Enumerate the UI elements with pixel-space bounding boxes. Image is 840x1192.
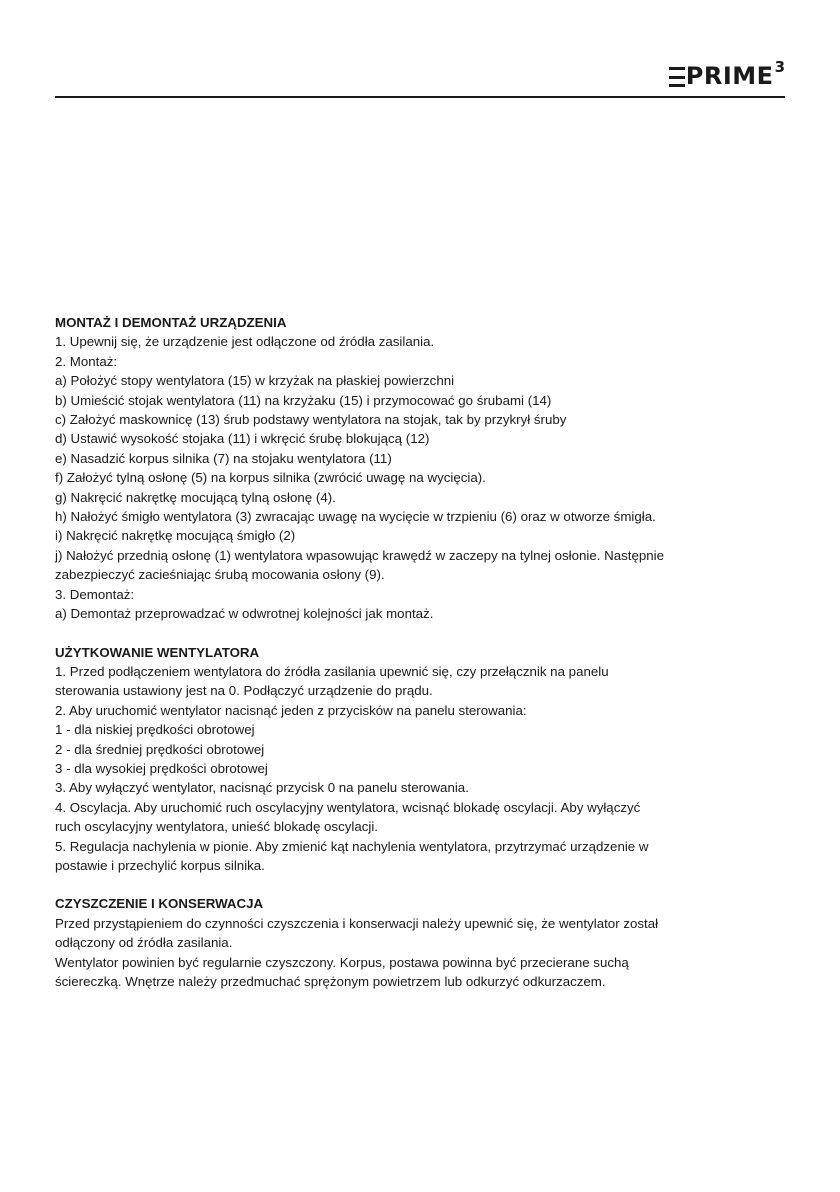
text-line: h) Nałożyć śmigło wentylatora (3) zwracając uwagę na wycięcie w trzpieniu (6) oraz w otworze śmigła. (55, 509, 656, 525)
section-title: MONTAŻ I DEMONTAŻ URZĄDZENIA (55, 315, 287, 330)
logo-bars-icon (669, 67, 685, 87)
section-usage (55, 643, 790, 876)
section-title: CZYSZCZENIE I KONSERWACJA (55, 896, 264, 912)
section-spacer (55, 875, 790, 894)
text-line: a) Demontaż przeprowadzać w odwrotnej kolejności jak montaż. (55, 606, 434, 622)
text-line: a) Położyć stopy wentylatora (15) w krzyżak na płaskiej powierzchni (55, 373, 455, 389)
text-line: 4. Oscylacja. Aby uruchomić ruch oscylacyjny wentylatora, wcisnąć blokadę oscylacji. Aby wyłączyć (55, 799, 641, 815)
text-line: sterowania ustawiony jest na 0. Podłączyć urządzenie do prądu. (55, 683, 433, 699)
document-body (55, 313, 790, 991)
text-line: 3. Demontaż: (55, 586, 135, 602)
section-title: UŻYTKOWANIE WENTYLATORA (55, 644, 260, 660)
text-line: postawie i przechylić korpus silnika. (55, 857, 265, 873)
text-line: f) Założyć tylną osłonę (5) na korpus silnika (zwrócić uwagę na wycięcia). (55, 470, 486, 486)
text-line: 2. Montaż: (55, 353, 118, 369)
logo-text: PRIME (685, 62, 774, 90)
text-line: 3. Aby wyłączyć wentylator, nacisnąć przycisk 0 na panelu sterowania. (55, 780, 469, 796)
text-line: zabezpieczyć zacieśniając śrubą mocowania osłony (9). (55, 567, 385, 583)
text-line: i) Nakręcić nakrętkę mocującą śmigło (2) (55, 528, 296, 544)
text-line: e) Nasadzić korpus silnika (7) na stojaku wentylatora (11) (55, 450, 392, 466)
text-line: ściereczką. Wnętrze należy przedmuchać sprężonym powietrzem lub odkurzyć odkurzaczem. (55, 974, 606, 989)
text-line: 1 - dla niskiej prędkości obrotowej (55, 722, 255, 738)
header-divider (55, 96, 785, 98)
text-line: Wentylator powinien być regularnie czyszczony. Korpus, postawa powinna być przecierane suchą (55, 954, 629, 970)
text-line: 1. Przed podłączeniem wentylatora do źródła zasilania upewnić się, czy przełącznik na panelu (55, 663, 609, 679)
section-assembly (55, 313, 790, 624)
text-line: Przed przystąpieniem do czynności czyszczenia i konserwacji należy upewnić się, że wentylator został (55, 915, 659, 931)
text-line: j) Nałożyć przednią osłonę (1) wentylatora wpasowując krawędź w zaczepy na tylnej osłonie. Następnie (55, 547, 665, 563)
text-line: odłączony od źródła zasilania. (55, 935, 233, 951)
text-line: 2. Aby uruchomić wentylator nacisnąć jeden z przycisków na panelu sterowania: (55, 702, 527, 718)
section-cleaning (55, 894, 790, 991)
section-spacer (55, 624, 790, 643)
brand-logo (669, 58, 785, 92)
page-header (55, 58, 785, 98)
text-line: 5. Regulacja nachylenia w pionie. Aby zmienić kąt nachylenia wentylatora, przytrzymać urządzenie w (55, 838, 649, 854)
text-line: c) Założyć maskownicę (13) śrub podstawy wentylatora na stojak, tak by przykrył śruby (55, 412, 567, 428)
text-line: d) Ustawić wysokość stojaka (11) i wkręcić śrubę blokującą (12) (55, 431, 430, 447)
logo-superscript: 3 (774, 58, 785, 76)
text-line: 2 - dla średniej prędkości obrotowej (55, 741, 265, 757)
text-line: b) Umieścić stojak wentylatora (11) na krzyżaku (15) i przymocować go śrubami (14) (55, 392, 552, 408)
text-line: g) Nakręcić nakrętkę mocującą tylną osłonę (4). (55, 489, 336, 505)
text-line: 3 - dla wysokiej prędkości obrotowej (55, 760, 268, 776)
text-line: 1. Upewnij się, że urządzenie jest odłączone od źródła zasilania. (55, 334, 435, 350)
text-line: ruch oscylacyjny wentylatora, unieść blokadę oscylacji. (55, 819, 378, 835)
